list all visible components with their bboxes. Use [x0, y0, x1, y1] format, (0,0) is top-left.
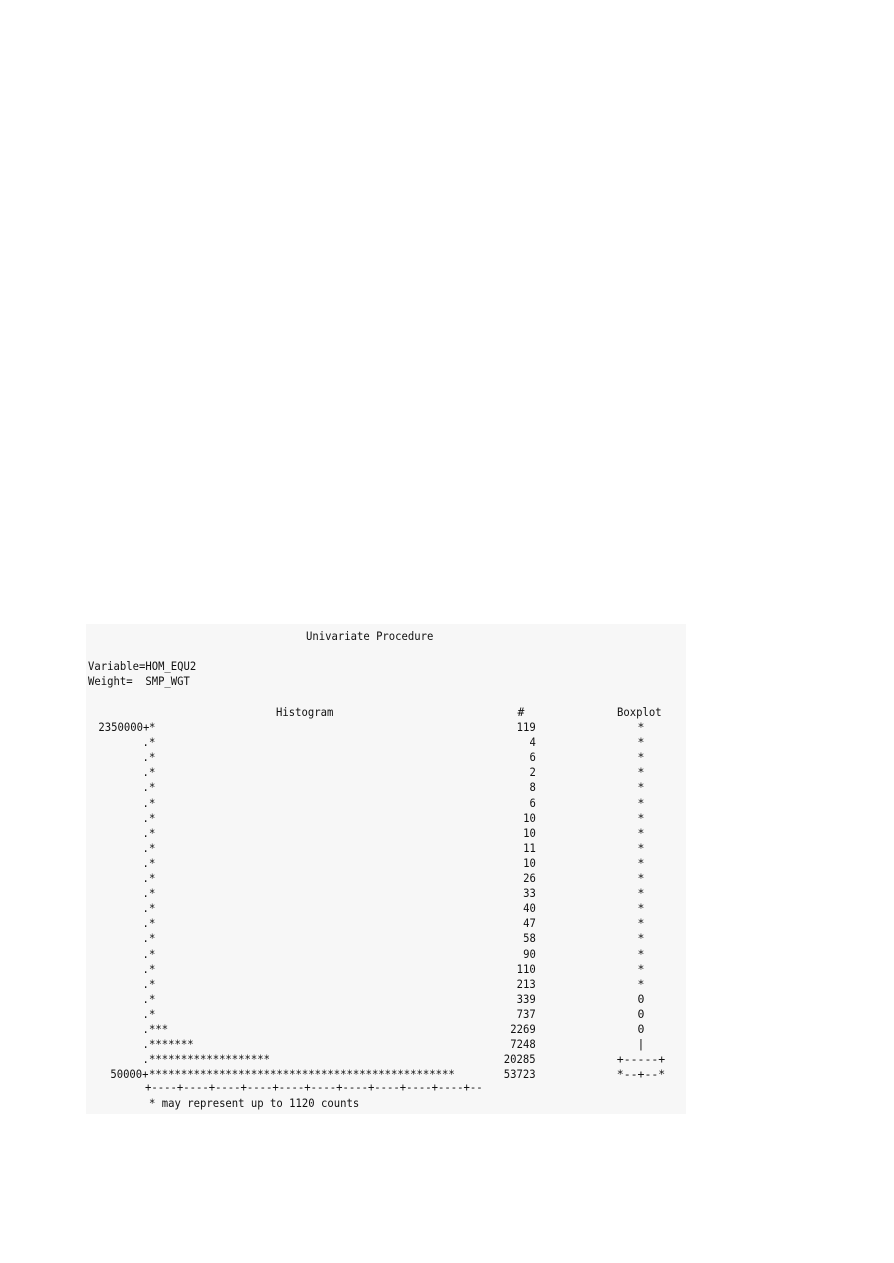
count-value: 119	[516, 720, 536, 734]
histogram-bar: *	[149, 991, 156, 1006]
axis-label: .	[142, 750, 149, 765]
histogram-bar: *	[149, 810, 156, 825]
boxplot-mark: *	[637, 886, 645, 901]
axis-label: .	[142, 780, 149, 795]
boxplot-mark: |	[637, 1037, 645, 1052]
boxplot-mark: *	[637, 795, 645, 810]
univariate-printout	[86, 624, 686, 1114]
axis-label: .	[142, 886, 149, 901]
histogram-bar: ***	[149, 1022, 169, 1036]
boxplot-mark: *	[637, 931, 645, 946]
boxplot-mark: *	[637, 750, 645, 765]
histogram-bar: ************************************************	[149, 1067, 455, 1082]
histogram-bar: *	[149, 901, 156, 916]
axis-label: .	[142, 765, 149, 780]
histogram-bar: *	[149, 795, 156, 810]
histogram-bar: *	[149, 840, 156, 855]
weight-line: Weight= SMP_WGT	[88, 674, 190, 688]
axis-label: 50000+	[110, 1067, 149, 1082]
boxplot-mark: *	[637, 765, 645, 780]
count-value: 53723	[504, 1067, 536, 1082]
axis-label: .	[142, 1006, 149, 1021]
count-value: 4	[529, 735, 536, 750]
boxplot-mark: *	[637, 810, 645, 825]
histogram-bar: *	[149, 886, 156, 901]
variable-line: Variable=HOM_EQU2	[88, 659, 197, 673]
count-value: 33	[523, 886, 536, 901]
axis-label: .	[142, 1037, 149, 1052]
axis-label: .	[142, 810, 149, 825]
boxplot-mark: 0	[637, 1022, 645, 1036]
histogram-bar: *	[149, 750, 156, 765]
histogram-bar: *	[149, 931, 156, 946]
axis-label: .	[142, 1022, 149, 1036]
count-value: 110	[516, 961, 536, 976]
boxplot-mark: 0	[637, 1006, 645, 1021]
boxplot-mark: *--+--*	[616, 1067, 666, 1082]
axis-label: .	[142, 1052, 149, 1067]
axis-label: 2350000+	[98, 720, 149, 734]
count-value: 20285	[504, 1052, 536, 1067]
count-value: 2269	[510, 1022, 536, 1036]
axis-label: .	[142, 961, 149, 976]
count-value: 339	[516, 991, 536, 1006]
boxplot-mark: *	[637, 840, 645, 855]
histogram-bar: *	[149, 780, 156, 795]
boxplot-mark: *	[637, 946, 645, 961]
count-value: 90	[523, 946, 536, 961]
count-value: 40	[523, 901, 536, 916]
axis-label: .	[142, 735, 149, 750]
histogram-bar: *	[149, 825, 156, 840]
boxplot-mark: *	[637, 961, 645, 976]
axis-label: .	[142, 991, 149, 1006]
histogram-bar: *	[149, 871, 156, 885]
boxplot-mark: *	[637, 735, 645, 750]
boxplot-mark: *	[637, 855, 645, 870]
axis-label: .	[142, 946, 149, 961]
histogram-bar: *******************	[149, 1052, 271, 1067]
histogram-bar: *	[149, 855, 156, 870]
boxplot-header: Boxplot	[617, 705, 662, 719]
axis-label: .	[142, 795, 149, 810]
boxplot-mark: *	[637, 916, 645, 931]
axis-label: .	[142, 825, 149, 840]
count-value: 58	[523, 931, 536, 946]
axis-label: .	[142, 901, 149, 916]
histogram-bar: *	[149, 916, 156, 931]
histogram-bar: *	[149, 976, 156, 991]
page-title: Univariate Procedure	[306, 629, 434, 643]
histogram-bar: *	[149, 735, 156, 750]
boxplot-mark: *	[637, 871, 645, 885]
histogram-header: Histogram	[276, 705, 334, 719]
count-value: 2	[529, 765, 536, 780]
boxplot-mark: 0	[637, 991, 645, 1006]
count-value: 11	[523, 840, 536, 855]
boxplot-mark: *	[637, 825, 645, 840]
axis-label: .	[142, 976, 149, 991]
count-value: 6	[529, 750, 536, 765]
footnote: * may represent up to 1120 counts	[149, 1096, 360, 1110]
axis-label: .	[142, 855, 149, 870]
count-value: 10	[523, 825, 536, 840]
boxplot-mark: +-----+	[616, 1052, 666, 1067]
axis-label: .	[142, 916, 149, 931]
boxplot-mark: *	[637, 780, 645, 795]
histogram-bar: *	[149, 765, 156, 780]
axis-label: .	[142, 931, 149, 946]
count-header: #	[517, 705, 525, 719]
histogram-bar: *	[149, 946, 156, 961]
count-value: 26	[523, 871, 536, 885]
count-value: 10	[523, 855, 536, 870]
boxplot-mark: *	[637, 901, 645, 916]
boxplot-mark: *	[637, 976, 645, 991]
histogram-bar: *	[149, 720, 156, 734]
count-value: 7248	[510, 1037, 536, 1052]
count-value: 213	[516, 976, 536, 991]
axis-label: .	[142, 840, 149, 855]
count-value: 6	[529, 795, 536, 810]
x-axis-ticks: +----+----+----+----+----+----+----+----+----+----+--	[145, 1080, 483, 1094]
count-value: 10	[523, 810, 536, 825]
histogram-bar: *	[149, 961, 156, 976]
histogram-bar: *	[149, 1006, 156, 1021]
count-value: 737	[516, 1006, 536, 1021]
count-value: 47	[523, 916, 536, 931]
histogram-bar: *******	[149, 1037, 194, 1052]
boxplot-mark: *	[637, 720, 645, 734]
axis-label: .	[142, 871, 149, 885]
count-value: 8	[529, 780, 536, 795]
